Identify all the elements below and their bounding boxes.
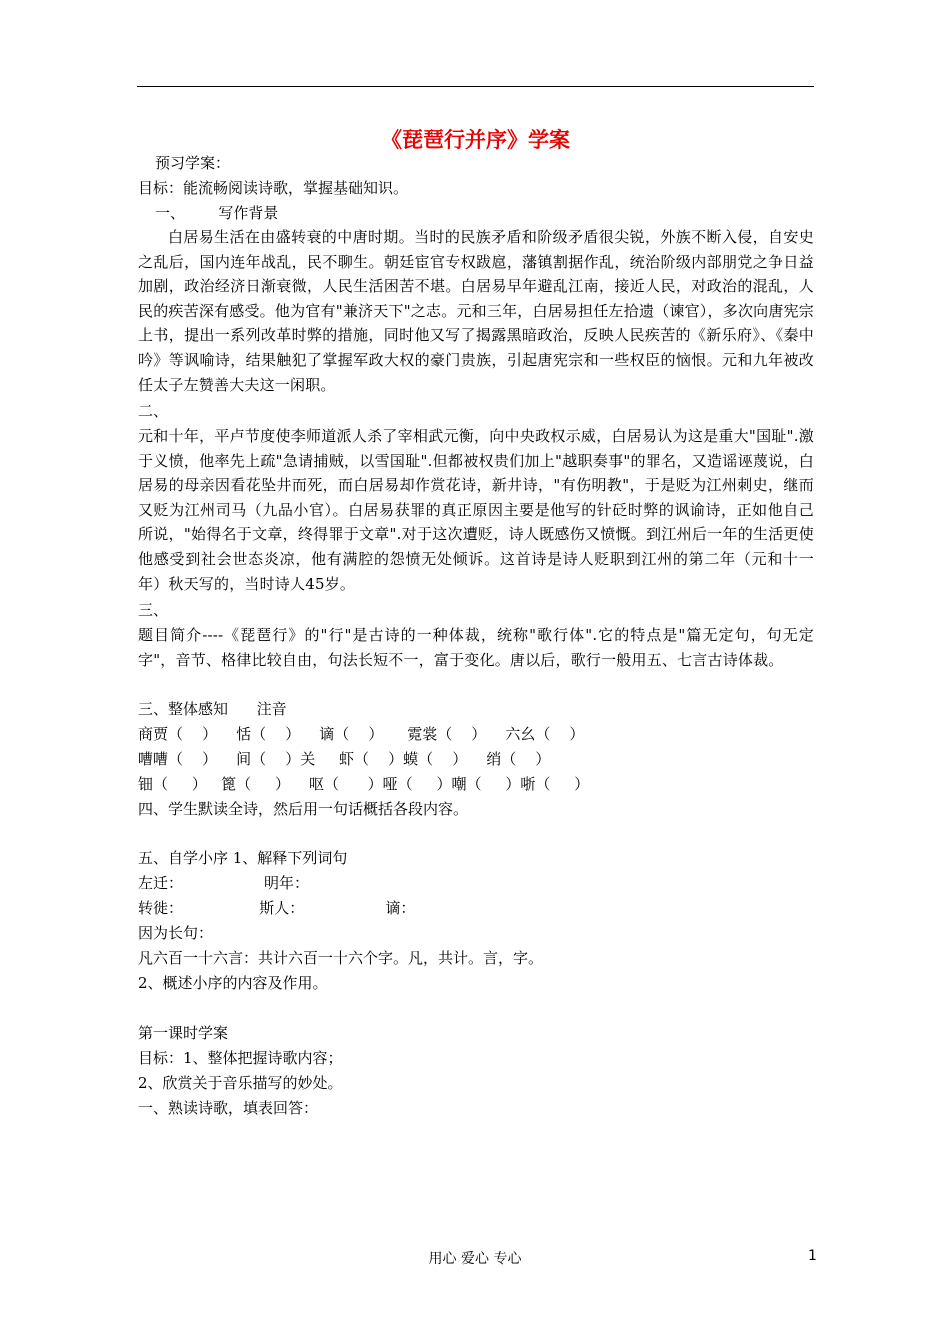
- preview-label: 预习学案：: [155, 154, 231, 172]
- section4-text: 四、学生默读全诗，然后用一句话概括各段内容。: [138, 800, 469, 818]
- section3-paragraph: 题目简介----《琵琶行》的"行"是古诗的一种体裁，统称"歌行体".它的特点是"篇无定句，句无定字"，音节、格律比较自由，句法长短不一，富于变化。唐以后，歌行一般用五、七言古诗体裁。: [138, 626, 814, 669]
- long-sentence-example: 凡六百一十六言：共计六百一十六个字。凡，共计。言，字。: [138, 949, 544, 967]
- long-sentence-label: 因为长句：: [138, 924, 214, 942]
- overall-heading: 三、整体感知 注音: [138, 700, 287, 718]
- page-number: 1: [808, 1248, 817, 1264]
- summary-task: 2、概述小序的内容及作用。: [138, 974, 328, 992]
- goal-text: 目标：能流畅阅读诗歌，掌握基础知识。: [138, 179, 409, 197]
- lesson1-heading: 第一课时学案: [138, 1024, 229, 1042]
- section1-paragraph: 白居易生活在由盛转衰的中唐时期。当时的民族矛盾和阶级矛盾很尖锐，外族不断入侵，自安史之乱后，国内连年战乱，民不聊生。朝廷宦官专权跋扈，藩镇割据作乱，统治阶级内部朋党之争日益加剧，政治经济日渐衰微，人民生活困苦不堪。白居易早年避乱江南，接近人民，对政治的混乱，人民的疾苦深有感受。他为官有"兼济天下"之志。元和三年，白居易担任左拾遗（谏官），多次向唐宪宗上书，提出一系列改革时弊的措施，同时他又写了揭露黑暗政治，反映人民疾苦的《新乐府》、《秦中吟》等讽喻诗，结果触犯了掌握军政大权的豪门贵族，引起唐宪宗和一些权臣的恼恨。元和九年被改任太子左赞善大夫这一闲职。: [138, 228, 814, 394]
- pinyin-row-1: 商贾（ ） 恬（ ） 谪（ ） 霓裳（ ） 六幺（ ）: [138, 725, 585, 743]
- footer-motto: 用心 爱心 专心: [428, 1251, 522, 1267]
- lesson1-goal-1: 目标：1、整体把握诗歌内容；: [138, 1049, 343, 1067]
- section2-heading: 二、: [138, 402, 169, 420]
- pinyin-row-3: 钿（ ） 篦（ ） 呕（ ）哑（ ）嘲（ ）哳（ ）: [138, 775, 590, 793]
- header-rule: [137, 86, 814, 87]
- lesson1-task: 一、熟读诗歌，填表回答：: [138, 1099, 319, 1117]
- section5-heading: 五、自学小序 1、解释下列词句: [138, 849, 348, 867]
- section2-paragraph: 元和十年，平卢节度使李师道派人杀了宰相武元衡，向中央政权示威，白居易认为这是重大"国耻".激于义愤，他率先上疏"急请捕贼，以雪国耻".但都被权贵们加上"越职奏事"的罪名，又造谣诬蔑说，白居易的母亲因看花坠井而死，而白居易却作赏花诗，新井诗，"有伤明教"，于是贬为江州刺史，继而又贬为江州司马（九品小官）。白居易获罪的真正原因主要是他写的针砭时弊的讽谕诗，正如他自己所说，"始得名于文章，终得罪于文章".对于这次遭贬，诗人既感伤又愤慨。到江州后一年的生活更使他感受到社会世态炎凉，他有满腔的怨愤无处倾诉。这首诗是诗人贬职到江州的第二年（元和十一年）秋天写的，当时诗人45岁。: [138, 427, 814, 593]
- words-row-2: 转徙： 斯人： 谪：: [138, 899, 416, 917]
- page-title: 《琵琶行并序》学案: [381, 128, 570, 152]
- pinyin-row-2: 嘈嘈（ ） 间（ ）关 虾（ ）蟆（ ） 绡（ ）: [138, 750, 551, 768]
- words-row-1: 左迁： 明年：: [138, 874, 310, 892]
- section1-heading: 一、 写作背景: [155, 204, 279, 222]
- lesson1-goal-2: 2、欣赏关于音乐描写的妙处。: [138, 1074, 343, 1092]
- section3-heading: 三、: [138, 601, 169, 619]
